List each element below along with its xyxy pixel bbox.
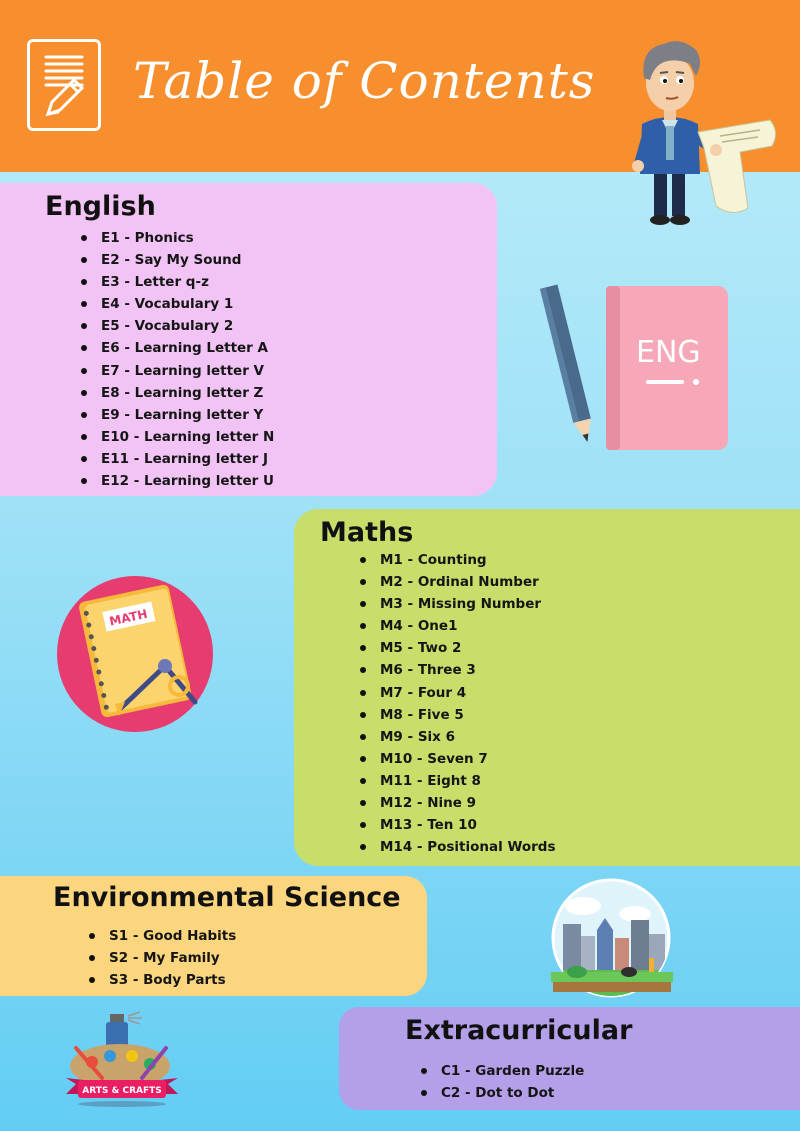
page-title: Table of Contents xyxy=(133,52,596,110)
list-item[interactable]: E4 - Vocabulary 1 xyxy=(101,293,274,315)
list-item[interactable]: E10 - Learning letter N xyxy=(101,426,274,448)
list-item[interactable]: E12 - Learning letter U xyxy=(101,470,274,492)
list-item[interactable]: M10 - Seven 7 xyxy=(380,748,556,770)
list-item[interactable]: M1 - Counting xyxy=(380,549,556,571)
maths-section xyxy=(294,509,800,866)
list-item[interactable]: S3 - Body Parts xyxy=(109,969,236,991)
extracurricular-section xyxy=(339,1007,800,1110)
list-item[interactable]: E11 - Learning letter J xyxy=(101,448,274,470)
list-item[interactable]: E6 - Learning Letter A xyxy=(101,337,274,359)
math-notebook-compass-icon xyxy=(55,570,220,735)
extracurricular-heading: Extracurricular xyxy=(405,1015,633,1046)
list-item[interactable]: E3 - Letter q-z xyxy=(101,271,274,293)
environmental-science-list xyxy=(109,925,236,991)
arts-crafts-icon xyxy=(62,1008,182,1108)
teacher-reading-scroll-icon xyxy=(620,28,790,230)
list-item[interactable]: E7 - Learning letter V xyxy=(101,360,274,382)
list-item[interactable]: M2 - Ordinal Number xyxy=(380,571,556,593)
list-item[interactable]: S1 - Good Habits xyxy=(109,925,236,947)
list-item[interactable]: M4 - One1 xyxy=(380,615,556,637)
list-item[interactable]: M6 - Three 3 xyxy=(380,659,556,681)
list-item[interactable]: E1 - Phonics xyxy=(101,227,274,249)
eng-book-label: ENG xyxy=(636,335,701,370)
list-item[interactable]: M7 - Four 4 xyxy=(380,682,556,704)
eng-book-pencil-icon xyxy=(540,278,740,458)
list-item[interactable]: M13 - Ten 10 xyxy=(380,814,556,836)
extracurricular-list xyxy=(441,1060,584,1104)
environmental-science-heading: Environmental Science xyxy=(53,882,401,913)
list-item[interactable]: M12 - Nine 9 xyxy=(380,792,556,814)
list-item[interactable]: S2 - My Family xyxy=(109,947,236,969)
arts-crafts-banner-label: ARTS & CRAFTS xyxy=(82,1086,162,1096)
list-item[interactable]: M14 - Positional Words xyxy=(380,836,556,858)
document-pencil-icon xyxy=(27,39,101,131)
list-item[interactable]: E8 - Learning letter Z xyxy=(101,382,274,404)
city-globe-icon xyxy=(545,876,680,998)
list-item[interactable]: C2 - Dot to Dot xyxy=(441,1082,584,1104)
math-book-label: MATH xyxy=(108,606,149,629)
list-item[interactable]: E2 - Say My Sound xyxy=(101,249,274,271)
maths-heading: Maths xyxy=(320,517,414,548)
list-item[interactable]: M8 - Five 5 xyxy=(380,704,556,726)
list-item[interactable]: M5 - Two 2 xyxy=(380,637,556,659)
maths-list xyxy=(380,549,556,858)
list-item[interactable]: C1 - Garden Puzzle xyxy=(441,1060,584,1082)
english-section xyxy=(0,183,497,496)
list-item[interactable]: M3 - Missing Number xyxy=(380,593,556,615)
environmental-science-section xyxy=(0,876,427,996)
list-item[interactable]: M11 - Eight 8 xyxy=(380,770,556,792)
list-item[interactable]: E9 - Learning letter Y xyxy=(101,404,274,426)
english-list xyxy=(101,227,274,492)
list-item[interactable]: E5 - Vocabulary 2 xyxy=(101,315,274,337)
english-heading: English xyxy=(45,191,156,222)
list-item[interactable]: M9 - Six 6 xyxy=(380,726,556,748)
